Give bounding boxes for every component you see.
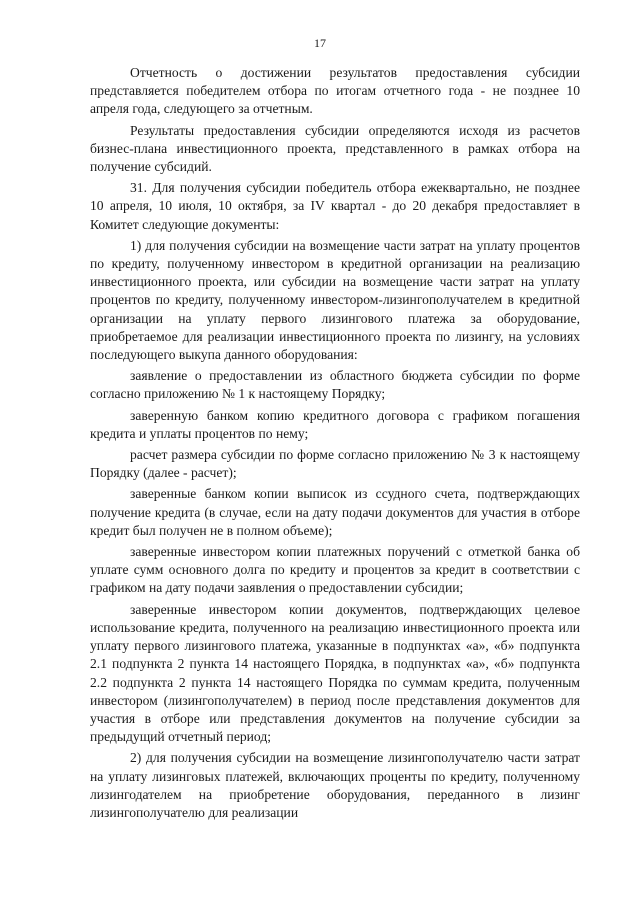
paragraph-application: заявление о предоставлении из областного бюджета субсидии по форме согласно приложению № 1 к настоящему Порядку; — [90, 368, 580, 402]
paragraph-payment-orders: заверенные инвестором копии платежных поручений с отметкой банка об уплате сумм основного долга по кредиту и процентов за кредит в соответствии с графиком на дату подачи заявления о предоставлении субсидии; — [90, 544, 580, 596]
paragraph-subsidy-calculation: расчет размера субсидии по форме согласно приложению № 3 к настоящему Порядку (далее - расчет); — [90, 447, 580, 481]
paragraph-loan-statements: заверенные банком копии выписок из ссудного счета, подтверждающих получение кредита (в случае, если на дату подачи документов для участия в отборе кредит был получен не в полном объеме); — [90, 486, 580, 538]
page-number: 17 — [314, 36, 326, 50]
paragraph-clause-31: 31. Для получения субсидии победитель отбора ежеквартально, не позднее 10 апреля, 10 июля, 10 октября, за IV квартал - до 20 декабря предоставляет в Комитет следующие документы: — [90, 180, 580, 232]
paragraph-subsidy-results: Результаты предоставления субсидии определяются исходя из расчетов бизнес-плана инвестиционного проекта, представленного в рамках отбора на получение субсидий. — [90, 122, 580, 175]
paragraph-target-use-documents: заверенные инвестором копии документов, подтверждающих целевое использование кредита, полученного на реализацию инвестиционного проекта или уплату первого лизингового платежа, указанные в подпунктах «а», «б» подпункта 2.1 подпункта 2 пункта 14 настоящего Порядка, в подпунктах «а», «б» подпункта 2.2 подпункта 2 пункта 14 настоящего Порядка по суммам кредита, полученным инвестором (лизингополучателем) в период после представления документов для участия в отборе или представления документов на получение субсидии за предыдущий отчетный период; — [90, 601, 580, 745]
paragraph-report-deadline: Отчетность о достижении результатов предоставления субсидии представляется победителем отбора по итогам отчетного года - не позднее 10 апреля года, следующего за отчетным. — [90, 65, 580, 117]
paragraph-credit-agreement: заверенную банком копию кредитного договора с графиком погашения кредита и уплаты процентов по нему; — [90, 407, 580, 441]
paragraph-item-2: 2) для получения субсидии на возмещение лизингополучателю части затрат на уплату лизинговых платежей, включающих проценты по кредиту, полученному лизингодателем на приобретение оборудования, переданного в лизинг лизингополучателю для реализации — [90, 750, 580, 820]
paragraph-item-1: 1) для получения субсидии на возмещение части затрат на уплату процентов по кредиту, полученному инвестором в кредитной организации на реализацию инвестиционного проекта, или субсидии на возмещение части затрат на уплату процентов по кредиту, полученному инвестором-лизингополучателем в кредитной организации на уплату первого лизингового платежа за оборудование, приобретаемое для реализации инвестиционного проекта по лизингу, на условиях последующего выкупа данного оборудования: — [90, 237, 580, 363]
document-body — [90, 64, 580, 825]
